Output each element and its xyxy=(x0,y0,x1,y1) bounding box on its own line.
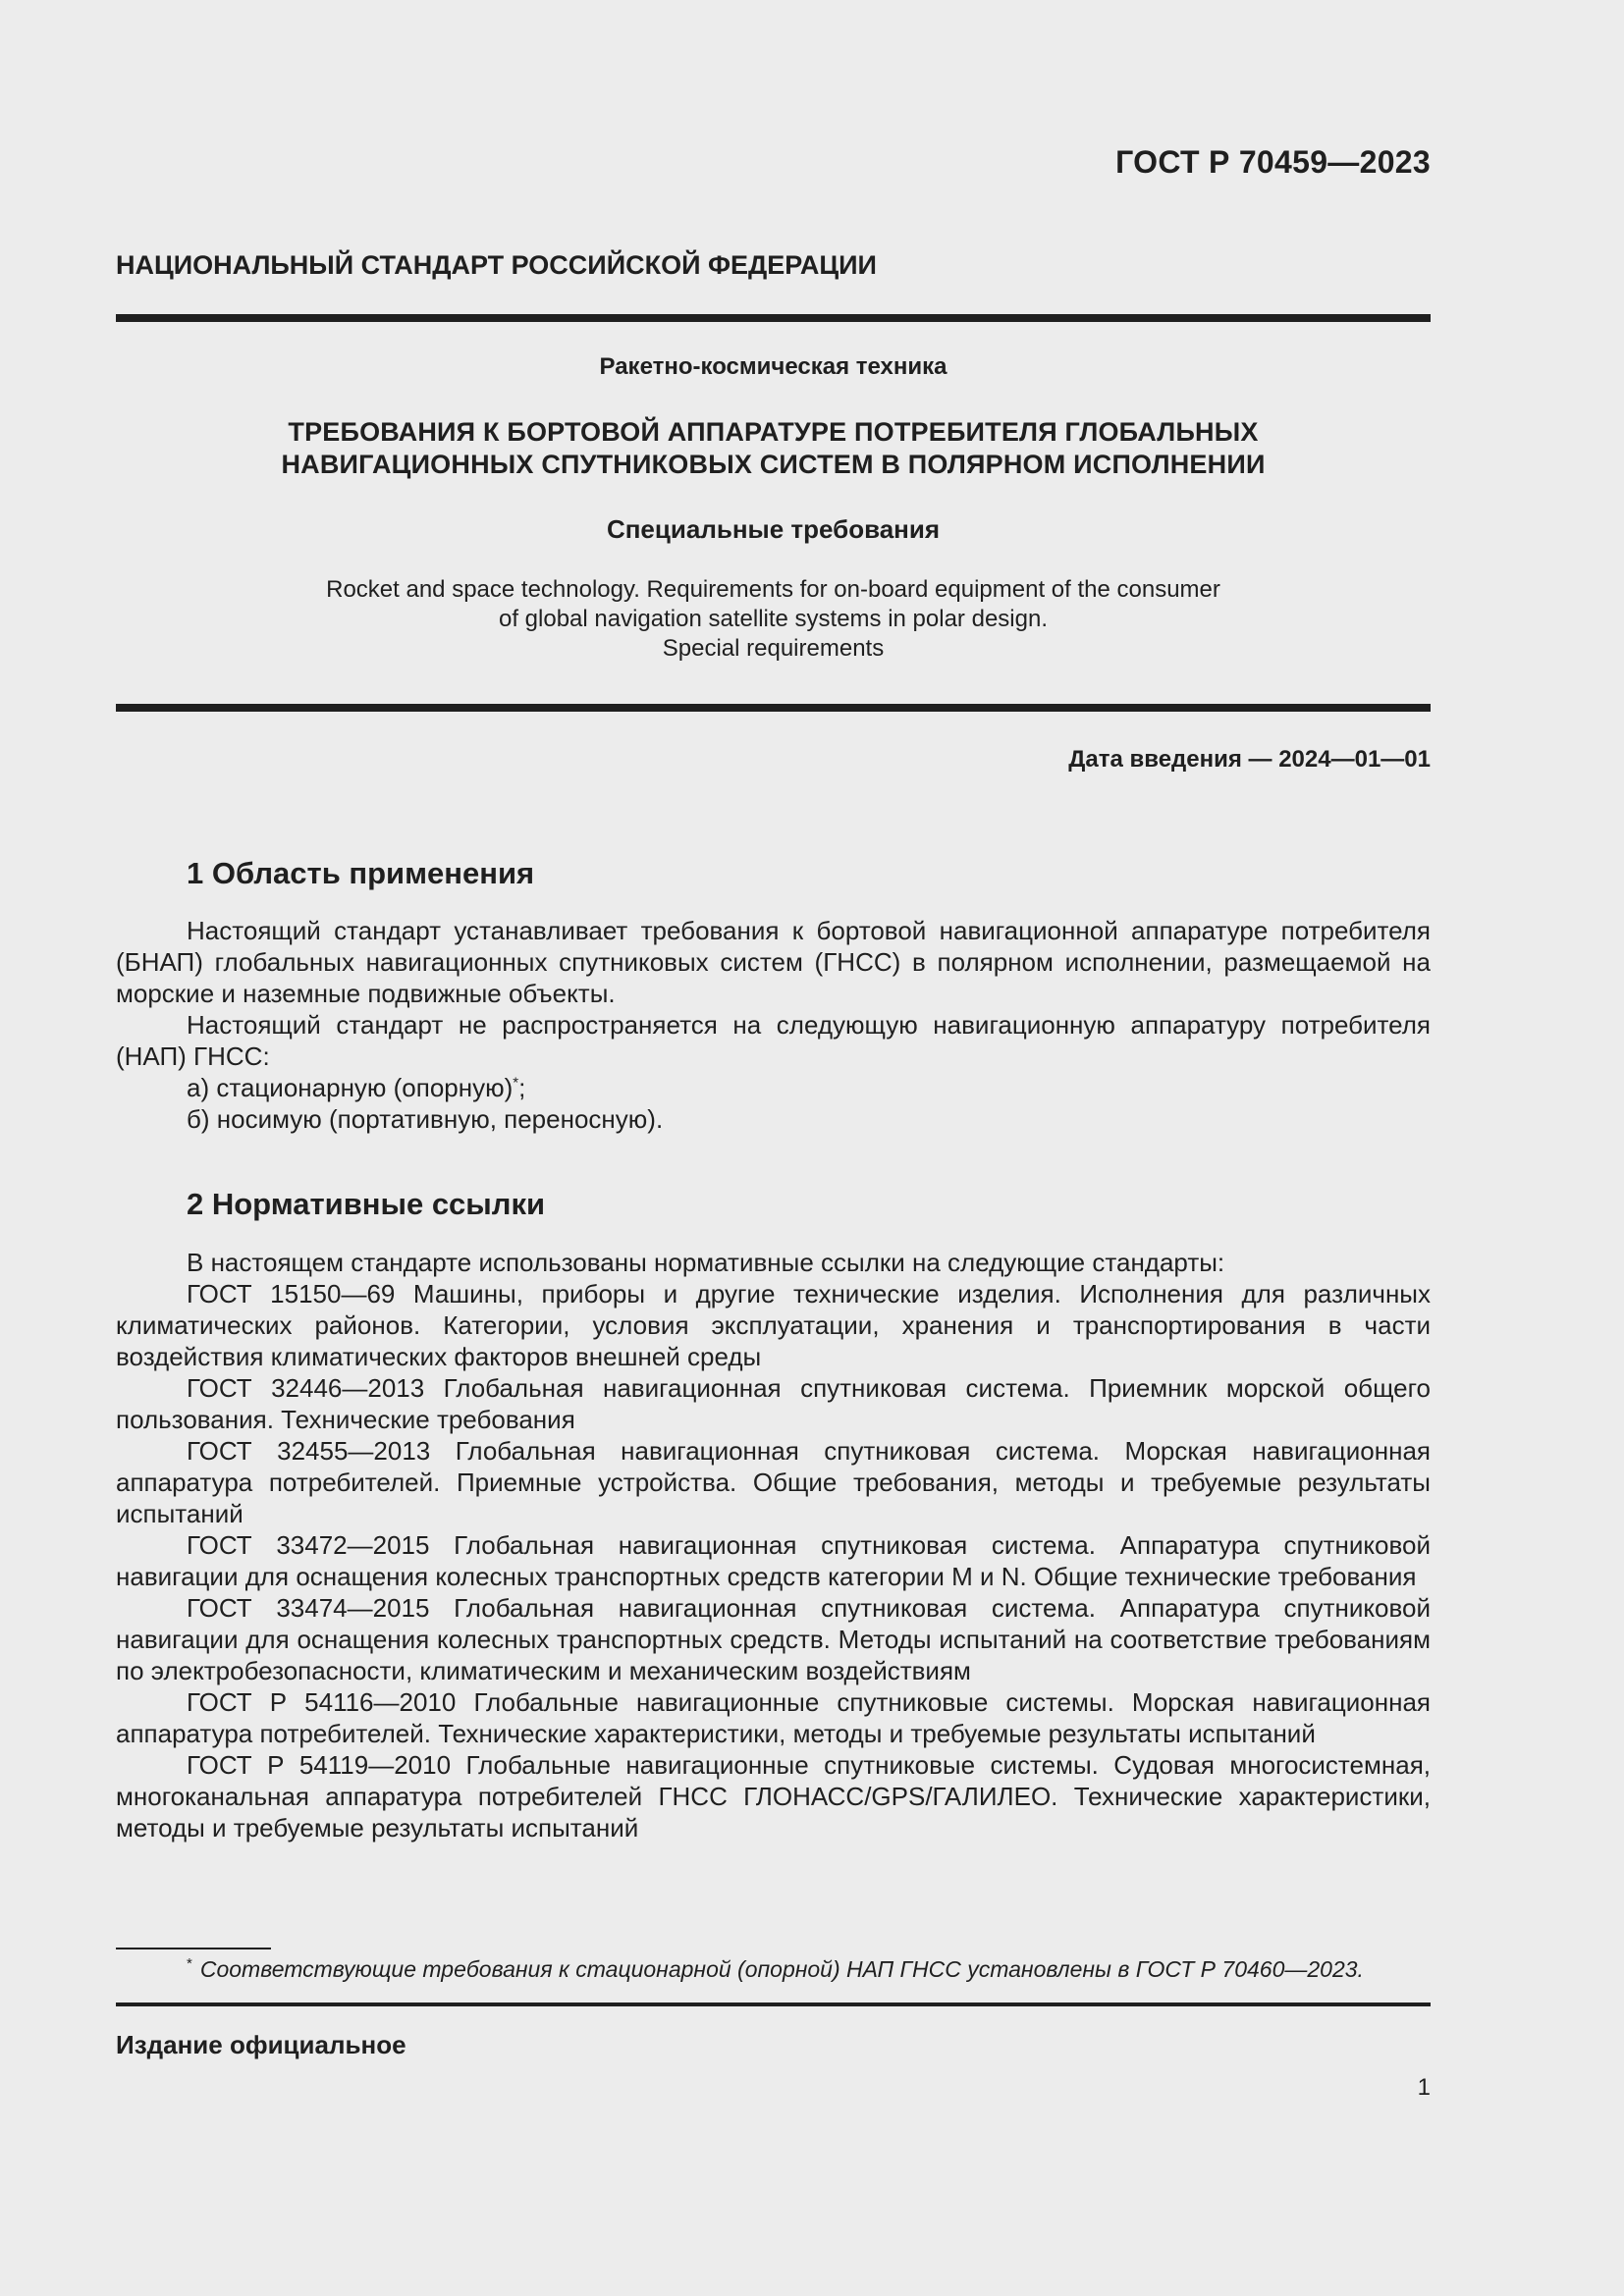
official-edition-label: Издание официальное xyxy=(116,2030,406,2059)
list-item-b: б) носимую (портативную, переносную). xyxy=(187,1104,664,1134)
top-rule xyxy=(116,314,1431,322)
reference-item: ГОСТ Р 54116—2010 Глобальные навигационные спутниковые системы. Морская навигационная аппаратура потребителей. Технические характеристики, методы и требуемые результаты испытаний xyxy=(116,1687,1431,1748)
document-subtitle: Ракетно-космическая техника xyxy=(599,353,947,380)
english-title xyxy=(116,575,1431,664)
reference-item: ГОСТ Р 54119—2010 Глобальные навигационные спутниковые системы. Судовая многосистемная, многоканальная аппаратура потребителей ГНСС ГЛОНАСС/GPS/ГАЛИЛЕО. Технические характеристики, методы и требуемые результаты испытаний xyxy=(116,1750,1431,1842)
reference-item: ГОСТ 33472—2015 Глобальная навигационная спутниковая система. Аппаратура спутниковой навигации для оснащения колесных транспортных средств категории M и N. Общие технические требования xyxy=(116,1530,1431,1591)
section-1-paragraph-2: Настоящий стандарт не распространяется на следующую навигационную аппаратуру потребителя (НАП) ГНСС: xyxy=(116,1010,1431,1071)
title-bottom-rule xyxy=(116,704,1431,712)
section-2-body xyxy=(116,1247,1431,1843)
introduction-date: Дата введения — 2024—01—01 xyxy=(1068,746,1431,773)
document-title xyxy=(116,416,1431,481)
footnote xyxy=(187,1956,1364,1983)
footnote-separator xyxy=(116,1948,271,1949)
national-standard-banner xyxy=(116,250,1431,281)
english-line-1: Rocket and space technology. Requirements for on-board equipment of the consumer xyxy=(326,576,1220,603)
reference-item: ГОСТ 33474—2015 Глобальная навигационная спутниковая система. Аппаратура спутниковой навигации для оснащения колесных транспортных средств. Методы испытаний на соответствие требованиям по электробезопасности, климатическим и механическим воздействиям xyxy=(116,1593,1431,1685)
section-2-heading: 2 Нормативные ссылки xyxy=(187,1187,546,1221)
page-number: 1 xyxy=(1417,2074,1431,2101)
title-line-1: ТРЕБОВАНИЯ К БОРТОВОЙ АППАРАТУРЕ ПОТРЕБИТЕЛЯ ГЛОБАЛЬНЫХ xyxy=(288,417,1259,447)
reference-item: ГОСТ 32455—2013 Глобальная навигационная спутниковая система. Морская навигационная аппаратура потребителей. Приемные устройства. Общие требования, методы и требуемые результаты испытаний xyxy=(116,1436,1431,1528)
section-2-intro: В настоящем стандарте использованы нормативные ссылки на следующие стандарты: xyxy=(187,1248,1225,1277)
english-line-2: of global navigation satellite systems in polar design. xyxy=(499,606,1048,632)
footnote-text: Соответствующие требования к стационарной (опорной) НАП ГНСС установлены в ГОСТ Р 70460—2023. xyxy=(199,1956,1364,1982)
list-item-a: а) стационарную (опорную)*; xyxy=(187,1073,526,1102)
special-requirements-title: Специальные требования xyxy=(606,514,941,544)
footer-rule xyxy=(116,2002,1431,2006)
title-line-2: НАВИГАЦИОННЫХ СПУТНИКОВЫХ СИСТЕМ В ПОЛЯРНОМ ИСПОЛНЕНИИ xyxy=(281,450,1266,479)
english-line-3: Special requirements xyxy=(662,635,885,662)
reference-item: ГОСТ 15150—69 Машины, приборы и другие технические изделия. Исполнения для различных климатических районов. Категории, условия эксплуатации, хранения и транспортирования в части воздействия климатических факторов внешней среды xyxy=(116,1279,1431,1371)
footnote-mark: * xyxy=(513,1074,519,1092)
reference-item: ГОСТ 32446—2013 Глобальная навигационная спутниковая система. Приемник морской общего пользования. Технические требования xyxy=(116,1373,1431,1434)
section-1-heading: 1 Область применения xyxy=(187,856,535,890)
gost-number: ГОСТ Р 70459—2023 xyxy=(1115,144,1431,180)
section-1-body xyxy=(116,915,1431,1135)
footnote-mark: * xyxy=(187,1955,192,1973)
national-standard-text: НАЦИОНАЛЬНЫЙ СТАНДАРТ РОССИЙСКОЙ ФЕДЕРАЦИИ xyxy=(116,250,877,280)
section-1-paragraph-1: Настоящий стандарт устанавливает требования к бортовой навигационной аппаратуре потребителя (БНАП) глобальных навигационных спутниковых систем (ГНСС) в полярном исполнении, размещаемой на морские и наземные подвижные объекты. xyxy=(116,916,1431,1008)
